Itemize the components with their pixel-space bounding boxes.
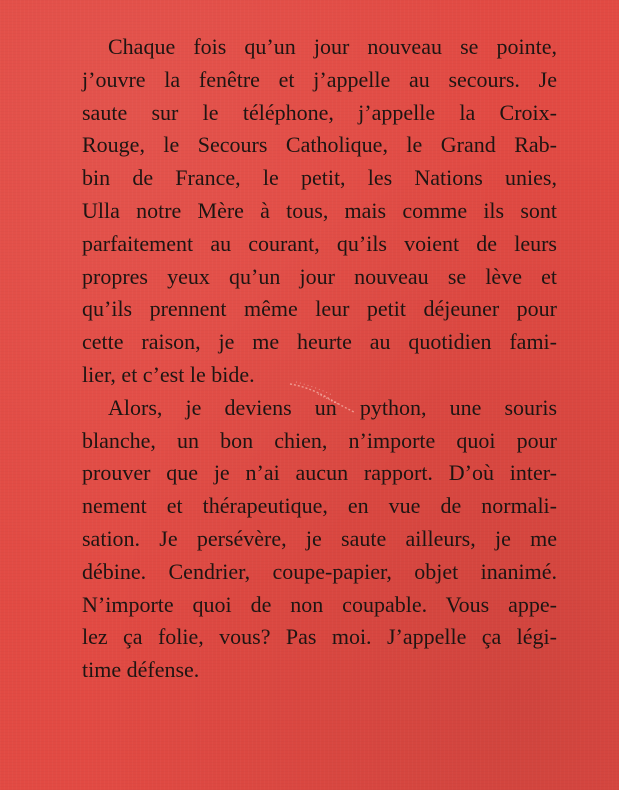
text-line: sation. Je persévère, je saute ailleurs, je me	[82, 525, 557, 551]
text-line: qu’ils prennent même leur petit déjeuner pour	[82, 296, 557, 322]
text-line: parfaitement au courant, qu’ils voient de leurs	[82, 230, 557, 256]
text-line: lez ça folie, vous? Pas moi. J’appelle ça légi-	[82, 624, 557, 650]
text-line: débine. Cendrier, coupe-papier, objet inanimé.	[82, 558, 557, 584]
text-line: Ulla notre Mère à tous, mais comme ils sont	[82, 197, 557, 223]
text-line: Alors, je deviens un python, une souris	[108, 394, 557, 420]
text-line: cette raison, je me heurte au quotidien fami-	[82, 329, 557, 355]
text-line: blanche, un bon chien, n’importe quoi pour	[82, 427, 557, 453]
text-line: Chaque fois qu’un jour nouveau se pointe,	[108, 34, 557, 59]
text-line: nement et thérapeutique, en vue de normali-	[82, 493, 557, 519]
text-line: Rouge, le Secours Catholique, le Grand Rab-	[82, 132, 557, 158]
text-line: saute sur le téléphone, j’appelle la Croix-	[82, 99, 557, 125]
text-line: lier, et c’est le bide.	[82, 361, 255, 387]
text-line: prouver que je n’ai aucun rapport. D’où inter-	[82, 460, 557, 486]
text-block	[82, 31, 557, 687]
text-line: N’importe quoi de non coupable. Vous appe-	[82, 591, 557, 617]
text-line: j’ouvre la fenêtre et j’appelle au secours. Je	[82, 66, 557, 92]
text-line: propres yeux qu’un jour nouveau se lève et	[82, 263, 557, 289]
paragraph-1	[82, 31, 557, 392]
text-line: time défense.	[82, 657, 200, 683]
paragraph-2	[82, 392, 557, 687]
text-line: bin de France, le petit, les Nations unies,	[82, 165, 557, 191]
